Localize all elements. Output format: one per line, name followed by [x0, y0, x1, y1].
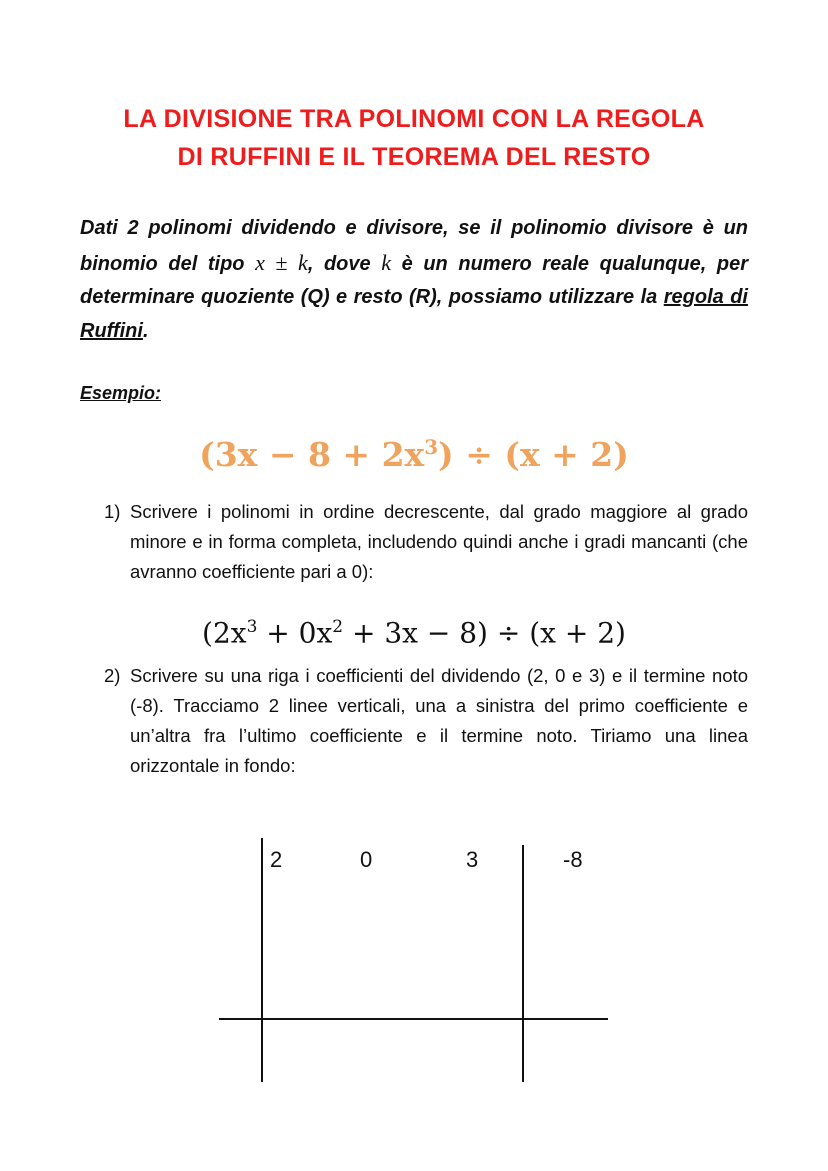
ordered-formula-part-1: (2x: [202, 616, 247, 650]
example-formula-close: ) ÷ (x + 2): [438, 435, 629, 474]
ruffini-rule-link: regola di Ruffini: [80, 286, 748, 342]
ruffini-coefficient-1: 2: [270, 847, 283, 872]
example-formula-exponent: 3: [424, 435, 439, 459]
ruffini-coefficient-3: 3: [466, 847, 479, 872]
intro-text-1: Dati 2 polinomi dividendo e divisore, se il polinomio divisore è un binomio del tipo: [80, 217, 748, 275]
title-line-2: DI RUFFINI E IL TEOREMA DEL RESTO: [177, 143, 651, 171]
step-2-number: 2): [104, 665, 121, 686]
step-1-text: Scrivere i polinomi in ordine decrescente, dal grado maggiore al grado minore e in forma completa, includendo quindi anche i gradi mancanti (che avranno coefficiente pari a 0):: [130, 501, 748, 582]
example-label: Esempio:: [80, 383, 162, 403]
intro-math-k: k: [381, 249, 392, 275]
ordered-formula-exp-2: 2: [332, 617, 344, 637]
intro-math-binomial: x ± k: [255, 249, 308, 275]
title-line-1: LA DIVISIONE TRA POLINOMI CON LA REGOLA: [123, 105, 705, 133]
ruffini-known-term: -8: [563, 847, 583, 872]
intro-text-2: , dove: [307, 252, 382, 275]
step-1-number: 1): [104, 501, 121, 522]
example-formula-open: (3x − 8 + 2x: [199, 435, 425, 474]
ordered-formula-exp-1: 3: [246, 617, 258, 637]
ordered-formula-part-3: + 3x − 8) ÷ (x + 2): [343, 616, 626, 650]
ordered-formula-part-2: + 0x: [257, 616, 333, 650]
intro-text-4: .: [142, 319, 149, 342]
step-2-text: Scrivere su una riga i coefficienti del dividendo (2, 0 e 3) e il termine noto (-8). Tracciamo 2 linee verticali, una a sinistra del primo coefficiente e un’altra fra l’ultimo coefficiente e il termine noto. Tiriamo una linea orizzontale in fondo:: [130, 665, 748, 776]
intro-text-3: è un numero reale qualunque, per determinare quoziente (Q) e resto (R), possiamo utilizzare la: [80, 252, 748, 308]
ruffini-coefficient-2: 0: [360, 847, 373, 872]
